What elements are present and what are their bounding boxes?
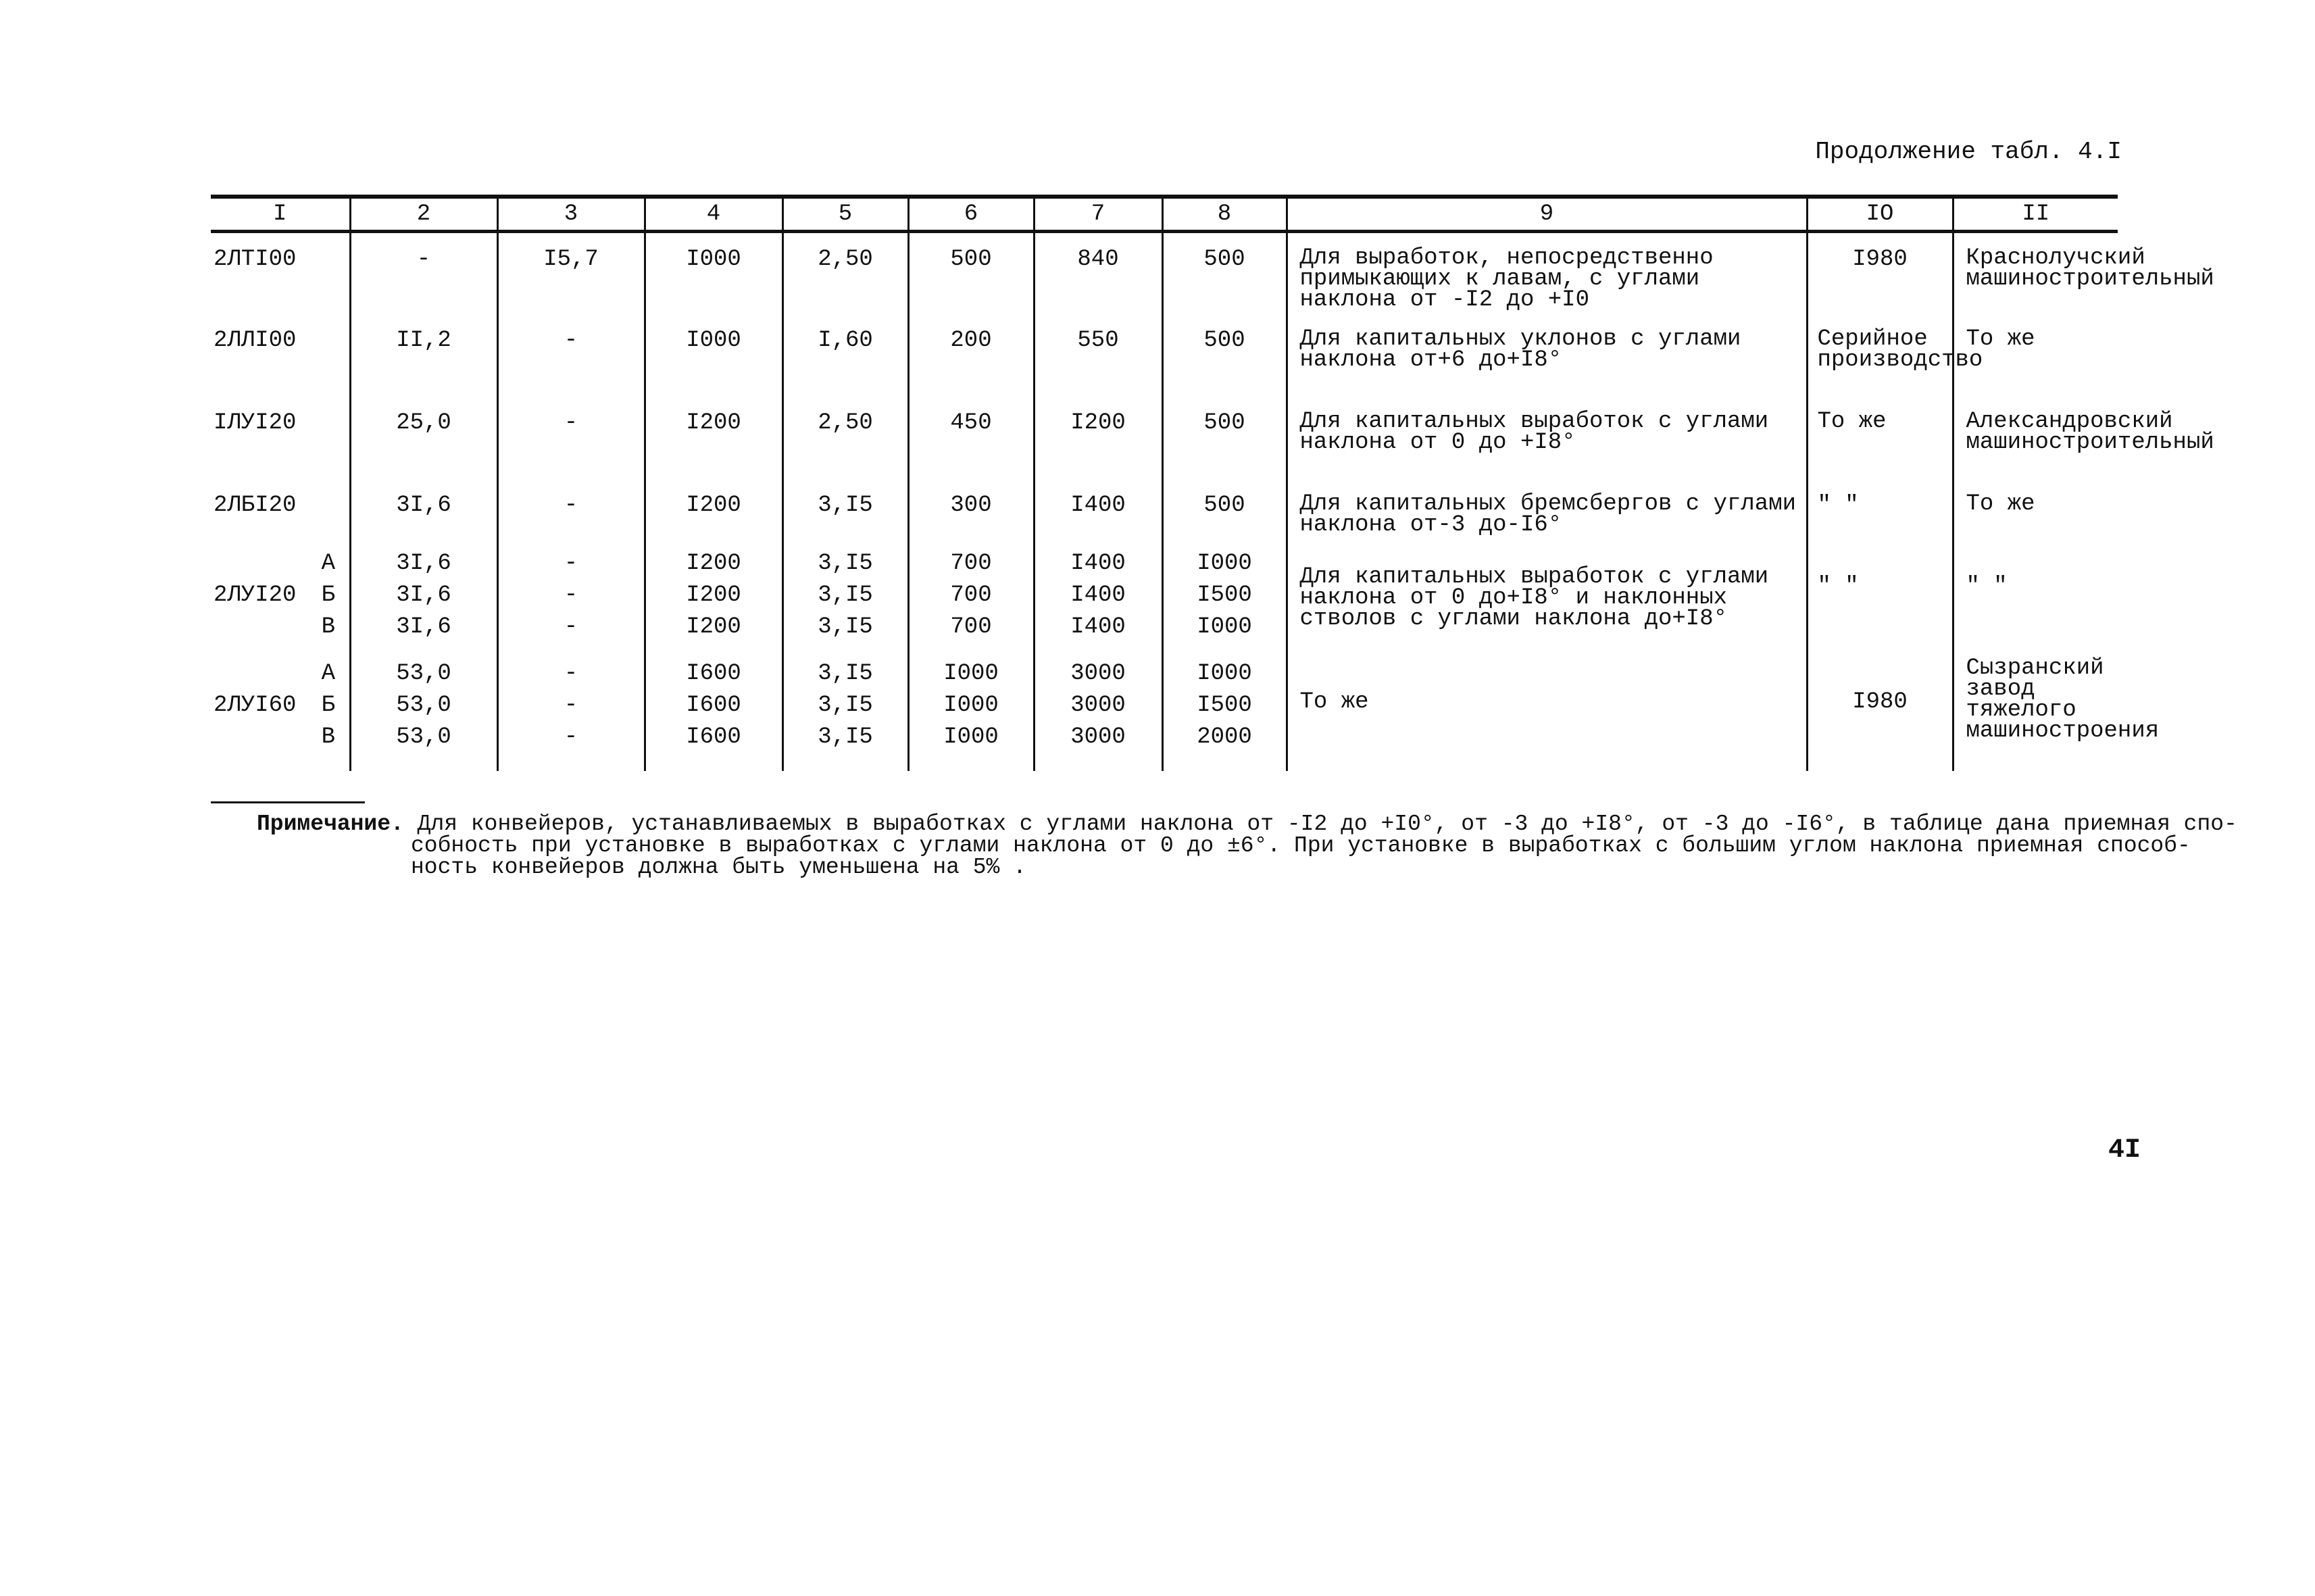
cell-c6 — [908, 541, 1034, 643]
value: I400 — [1070, 582, 1126, 608]
cell-c4: I200 — [645, 479, 782, 541]
status-cell: То же — [1807, 397, 1953, 479]
table-row — [211, 314, 2118, 397]
value: - — [564, 660, 578, 687]
cell-c3: I5,7 — [497, 232, 645, 314]
variant-line — [214, 658, 349, 690]
conveyor-table — [211, 195, 2214, 771]
model-cell — [211, 541, 350, 643]
value: - — [564, 582, 578, 608]
value: 53,0 — [396, 660, 451, 687]
value: 2000 — [1197, 724, 1252, 750]
variant-line — [214, 548, 349, 580]
cell-c6: 450 — [908, 397, 1034, 479]
manufacturer-cell: То же — [1953, 479, 2118, 541]
col-header-8: 8 — [1162, 197, 1287, 232]
col-header-9: 9 — [1287, 197, 1807, 232]
model-cell: 2ЛТI00 — [214, 247, 297, 272]
cell-c8: 500 — [1162, 232, 1287, 314]
cell-c8: 500 — [1162, 314, 1287, 397]
value: I000 — [943, 692, 999, 718]
purpose-cell: Для капитальных уклонов с углами наклона от+6 до+I8° — [1287, 314, 1807, 397]
table-row — [211, 397, 2118, 479]
cell-c6: 300 — [908, 479, 1034, 541]
value: 3000 — [1070, 692, 1126, 718]
value: I000 — [1197, 614, 1252, 640]
manufacturer-cell: " " — [1953, 541, 2118, 643]
purpose-cell: Для капитальных выработок с углами наклона от 0 до +I8° — [1287, 397, 1807, 479]
variant-label: Б — [321, 582, 335, 608]
model-cell — [211, 643, 350, 753]
cell-c2: - — [350, 232, 497, 314]
cell-c5: 3,I5 — [782, 479, 908, 541]
cell-c8 — [1162, 541, 1287, 643]
cell-c5: 2,50 — [782, 397, 908, 479]
value: I200 — [686, 550, 741, 576]
col-header-6: 6 — [908, 197, 1034, 232]
value: 3,I5 — [818, 724, 873, 750]
value: 700 — [950, 582, 992, 608]
value: I600 — [686, 692, 741, 718]
value: 700 — [950, 614, 992, 640]
value: I000 — [1197, 660, 1252, 687]
model-name: 2ЛУI60 — [214, 692, 297, 718]
value: I600 — [686, 660, 741, 687]
value: 3,I5 — [818, 660, 873, 687]
value: 700 — [950, 550, 992, 576]
cell-c4 — [645, 541, 782, 643]
value: I200 — [686, 582, 741, 608]
purpose-cell: Для капитальных выработок с углами наклона от 0 до+I8° и наклонных стволов с углами наклона до+I8° — [1287, 541, 1807, 643]
value: 3I,6 — [396, 582, 451, 608]
table-row — [211, 479, 2118, 541]
purpose-cell: Для выработок, непосредственно примыкающих к лавам, с углами наклона от -I2 до +I0 — [1287, 232, 1807, 314]
cell-c7 — [1034, 541, 1162, 643]
value: 53,0 — [396, 724, 451, 750]
cell-c4: I000 — [645, 314, 782, 397]
col-header-3: 3 — [497, 197, 645, 232]
cell-c5 — [782, 541, 908, 643]
note-separator-rule — [211, 801, 365, 803]
cell-c7: I400 — [1034, 479, 1162, 541]
note-text: Для конвейеров, устанавливаемых в выработках с углами наклона от -I2 до +I0°, от -3 до +I8°, от -3 до -I6°, в таблице дана приемная спо- — [417, 812, 2237, 837]
cell-c3: - — [497, 397, 645, 479]
note-line — [257, 812, 2237, 837]
manufacturer-cell: Краснолучский машиностроительный — [1953, 232, 2118, 314]
model-cell: 2ЛЛI00 — [214, 327, 297, 353]
status-cell: " " — [1807, 479, 1953, 541]
value: I200 — [686, 614, 741, 640]
value: I500 — [1197, 692, 1252, 718]
cell-c8 — [1162, 643, 1287, 753]
table-row-group — [211, 643, 2118, 753]
cell-c2: II,2 — [350, 314, 497, 397]
value: - — [564, 692, 578, 718]
cell-c7: 550 — [1034, 314, 1162, 397]
cell-c3: - — [497, 314, 645, 397]
value: - — [564, 614, 578, 640]
cell-c2 — [350, 643, 497, 753]
value: - — [564, 724, 578, 750]
variant-line — [214, 690, 349, 722]
header-row — [211, 197, 2118, 232]
value: 53,0 — [396, 692, 451, 718]
model-cell: IЛУI20 — [214, 409, 297, 436]
table-row-group — [211, 541, 2118, 643]
cell-c6: 500 — [908, 232, 1034, 314]
cell-c2: 25,0 — [350, 397, 497, 479]
variant-line — [214, 612, 349, 643]
table-row — [211, 232, 2118, 314]
cell-c5 — [782, 643, 908, 753]
value: I400 — [1070, 614, 1126, 640]
manufacturer-cell: Сызранский завод тяжелого машиностроения — [1953, 643, 2118, 753]
purpose-cell: То же — [1287, 643, 1807, 753]
status-cell: I980 — [1807, 232, 1953, 314]
cell-c4: I000 — [645, 232, 782, 314]
status-cell: " " — [1807, 541, 1953, 643]
cell-c4: I200 — [645, 397, 782, 479]
cell-c8: 500 — [1162, 479, 1287, 541]
value: - — [564, 550, 578, 576]
cell-c3: - — [497, 479, 645, 541]
table-note — [257, 812, 2237, 880]
value: I000 — [943, 724, 999, 750]
status-cell: Серийное производство — [1807, 314, 1953, 397]
value: I000 — [943, 660, 999, 687]
col-header-5: 5 — [782, 197, 908, 232]
variant-line — [214, 580, 349, 612]
value: 3I,6 — [396, 550, 451, 576]
variant-label: В — [321, 724, 335, 750]
cell-c3 — [497, 643, 645, 753]
cell-c5: I,60 — [782, 314, 908, 397]
cell-c2 — [350, 541, 497, 643]
cell-c6: 200 — [908, 314, 1034, 397]
cell-c7: 840 — [1034, 232, 1162, 314]
value: I500 — [1197, 582, 1252, 608]
model-name: 2ЛУI20 — [214, 582, 297, 608]
col-header-2: 2 — [350, 197, 497, 232]
col-header-4: 4 — [645, 197, 782, 232]
value: 3,I5 — [818, 550, 873, 576]
value: I400 — [1070, 550, 1126, 576]
variant-line — [214, 722, 349, 753]
cell-c4 — [645, 643, 782, 753]
manufacturer-cell: Александровский машиностроительный — [1953, 397, 2118, 479]
value: 3,I5 — [818, 614, 873, 640]
cell-c6 — [908, 643, 1034, 753]
note-label: Примечание. — [257, 812, 404, 837]
cell-c8: 500 — [1162, 397, 1287, 479]
value: 3,I5 — [818, 582, 873, 608]
value: 3,I5 — [818, 692, 873, 718]
value: 3000 — [1070, 724, 1126, 750]
cell-c7: I200 — [1034, 397, 1162, 479]
value: 3I,6 — [396, 614, 451, 640]
variant-label: А — [321, 550, 335, 576]
col-header-1: I — [211, 197, 350, 232]
table-bottom-spacer — [211, 753, 2118, 771]
status-cell: I980 — [1807, 643, 1953, 753]
col-header-10: IO — [1807, 197, 1953, 232]
variant-label: В — [321, 614, 335, 640]
value: I000 — [1197, 550, 1252, 576]
variant-label: Б — [321, 692, 335, 718]
table-continuation-caption: Продолжение табл. 4.I — [1815, 138, 2122, 166]
model-cell: 2ЛБI20 — [214, 492, 297, 518]
note-line: ность конвейеров должна быть уменьшена на 5% . — [411, 855, 1026, 880]
variant-label: А — [321, 660, 335, 687]
page-number: 4I — [2108, 1135, 2141, 1166]
manufacturer-cell: То же — [1953, 314, 2118, 397]
cell-c3 — [497, 541, 645, 643]
cell-c2: 3I,6 — [350, 479, 497, 541]
cell-c7 — [1034, 643, 1162, 753]
cell-c5: 2,50 — [782, 232, 908, 314]
value: 3000 — [1070, 660, 1126, 687]
note-line: собность при установке в выработках с углами наклона от 0 до ±6°. При установке в выработках с большим углом наклона приемная способ- — [411, 833, 2191, 858]
value: I600 — [686, 724, 741, 750]
col-header-7: 7 — [1034, 197, 1162, 232]
col-header-11: II — [1953, 197, 2118, 232]
purpose-cell: Для капитальных бремсбергов с углами наклона от-3 до-I6° — [1287, 479, 1807, 541]
